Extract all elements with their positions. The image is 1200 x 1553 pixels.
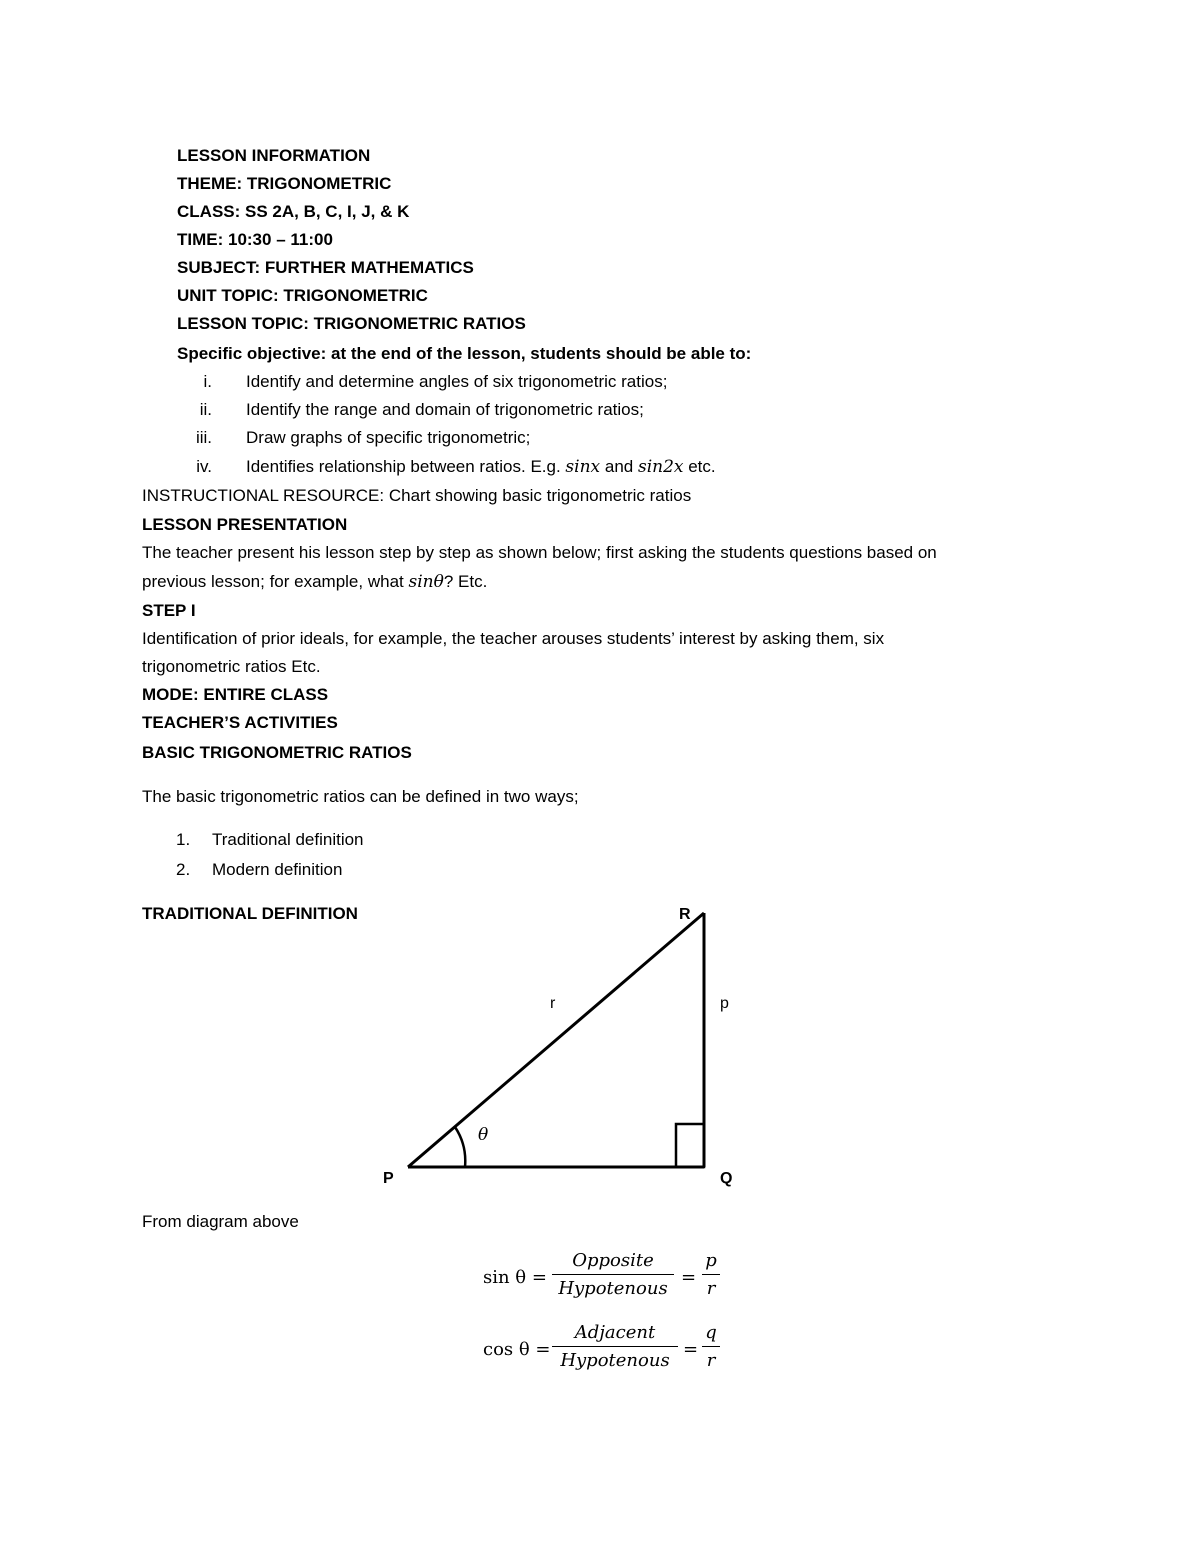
objective-number: i. <box>203 372 212 391</box>
math-sin-theta: sinθ <box>408 572 444 592</box>
defined-intro: The basic trigonometric ratios can be defined in two ways; <box>142 787 579 806</box>
vertex-p-label: P <box>383 1170 394 1187</box>
lesson-topic-line: LESSON TOPIC: TRIGONOMETRIC RATIOS <box>177 314 526 333</box>
specific-objective-line: Specific objective: at the end of the lesson, students should be able to: <box>177 344 752 363</box>
objective-number: ii. <box>199 400 212 419</box>
sin-numerator: Opposite <box>572 1250 654 1271</box>
objective-text-main: Identifies relationship between ratios. E.g. <box>246 457 561 476</box>
cos-equals: = <box>683 1339 699 1360</box>
instructional-resource: INSTRUCTIONAL RESOURCE: Chart showing basic trigonometric ratios <box>142 486 692 505</box>
basic-ratios-heading: BASIC TRIGONOMETRIC RATIOS <box>142 743 412 762</box>
theta-label: θ <box>478 1125 489 1145</box>
sin-ratio-numerator: p <box>705 1250 717 1271</box>
step-heading: STEP I <box>142 601 196 620</box>
cos-ratio-numerator: q <box>705 1322 717 1343</box>
cos-ratio-denominator: r <box>702 1346 720 1371</box>
presentation-text-pre: previous lesson; for example, what <box>142 572 404 591</box>
traditional-definition-heading: TRADITIONAL DEFINITION <box>142 904 358 923</box>
right-triangle-diagram <box>370 900 770 1200</box>
side-r-label: r <box>550 995 556 1012</box>
step-text-line1: Identification of prior ideals, for example, the teacher arouses students’ interest by asking them, six <box>142 629 885 648</box>
math-sinx: sinx <box>565 457 601 477</box>
step-text-line2: trigonometric ratios Etc. <box>142 657 321 676</box>
objective-number: iii. <box>195 428 212 447</box>
mode-heading: MODE: ENTIRE CLASS <box>142 685 329 704</box>
objective-text <box>246 456 716 478</box>
sin-denominator: Hypotenous <box>552 1274 674 1299</box>
unit-topic-line: UNIT TOPIC: TRIGONOMETRIC <box>177 286 428 305</box>
vertex-r-label: R <box>679 906 691 923</box>
cos-denominator: Hypotenous <box>552 1346 678 1371</box>
sin-ratio <box>702 1250 720 1299</box>
angle-arc <box>455 1127 465 1167</box>
theme-line: THEME: TRIGONOMETRIC <box>177 174 392 193</box>
lesson-presentation-heading: LESSON PRESENTATION <box>142 515 348 534</box>
objective-and: and <box>604 457 634 476</box>
presentation-text-post: ? Etc. <box>443 572 488 591</box>
sin-lhs: sin θ = <box>483 1267 547 1288</box>
definition-number: 2. <box>176 860 191 879</box>
sin-equals: = <box>681 1267 697 1288</box>
presentation-text-line2 <box>142 571 487 593</box>
math-sin2x: sin2x <box>637 457 684 477</box>
from-diagram-text: From diagram above <box>142 1212 299 1231</box>
objective-suffix: etc. <box>688 457 716 476</box>
objective-text: Draw graphs of specific trigonometric; <box>246 428 531 447</box>
cos-numerator: Adjacent <box>574 1322 656 1343</box>
class-line: CLASS: SS 2A, B, C, I, J, & K <box>177 202 410 221</box>
cos-ratio <box>702 1322 720 1371</box>
objective-text: Identify and determine angles of six trigonometric ratios; <box>246 372 668 391</box>
side-p-label: p <box>720 995 729 1012</box>
time-line: TIME: 10:30 – 11:00 <box>177 230 333 249</box>
side-pr <box>408 913 704 1167</box>
sin-ratio-denominator: r <box>702 1274 720 1299</box>
objective-text: Identify the range and domain of trigonometric ratios; <box>246 400 644 419</box>
definition-number: 1. <box>176 830 191 849</box>
vertex-q-label: Q <box>720 1170 733 1187</box>
sin-fraction <box>552 1250 674 1299</box>
objective-number: iv. <box>196 457 212 476</box>
lesson-information-heading: LESSON INFORMATION <box>177 146 371 165</box>
teacher-activities-heading: TEACHER’S ACTIVITIES <box>142 713 338 732</box>
cos-lhs: cos θ = <box>483 1339 551 1360</box>
definition-text: Traditional definition <box>212 830 364 849</box>
right-angle-marker <box>676 1124 704 1167</box>
cos-fraction <box>552 1322 678 1371</box>
definition-text: Modern definition <box>212 860 343 879</box>
subject-line: SUBJECT: FURTHER MATHEMATICS <box>177 258 474 277</box>
presentation-text-line1: The teacher present his lesson step by step as shown below; first asking the students questions based on <box>142 543 937 562</box>
